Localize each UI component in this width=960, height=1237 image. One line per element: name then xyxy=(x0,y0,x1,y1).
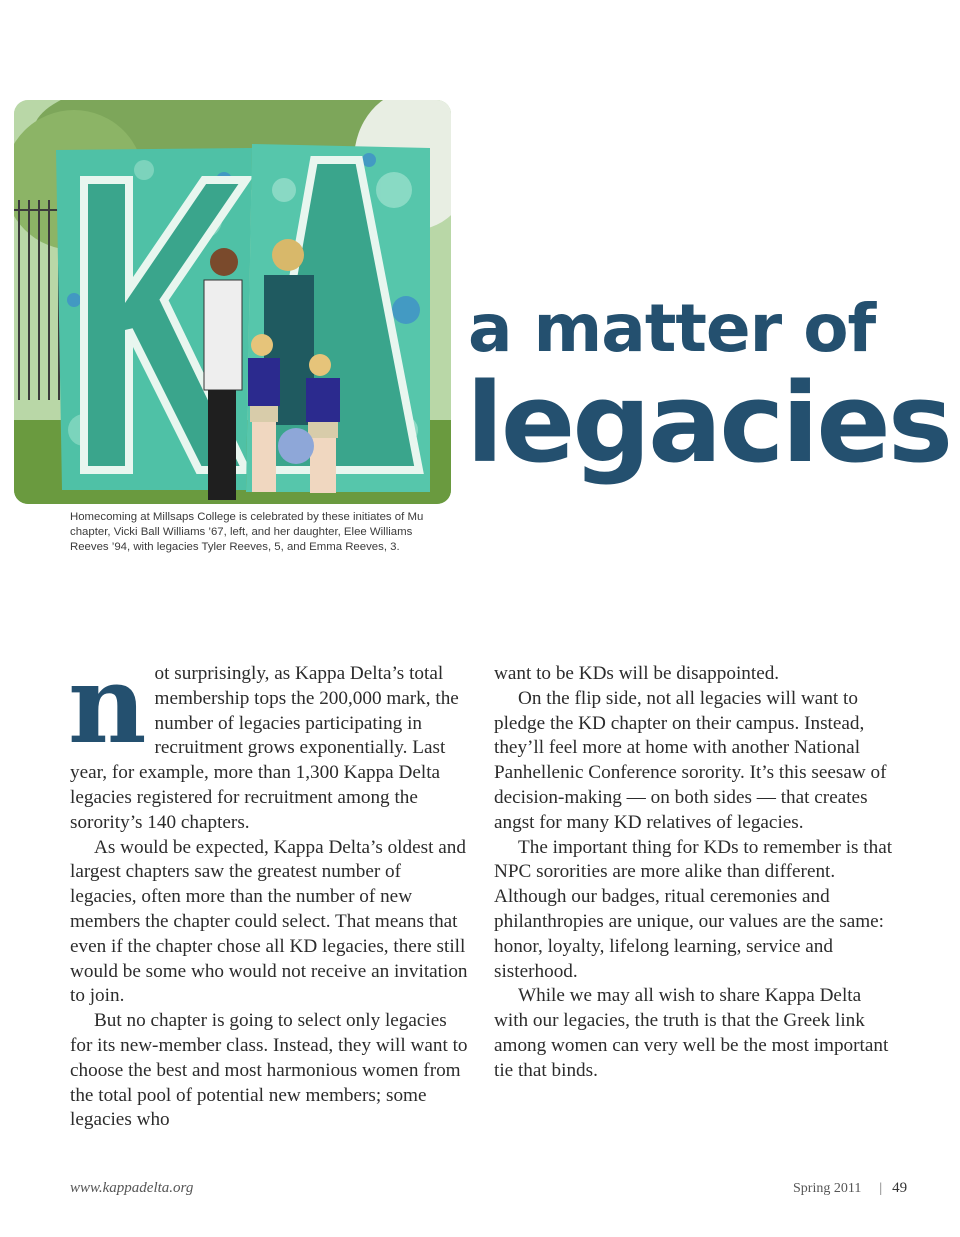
article-column-left xyxy=(68,642,470,1133)
footer-issue-info xyxy=(793,1180,907,1197)
title-line-2: legacies xyxy=(466,359,951,487)
paragraph-2: As would be expected, Kappa Delta’s oldest and largest chapters saw the greatest number of legacies, often more than the number of new members the chapter could select. That means that even if the chapter chose all KD legacies, there still would be some who would not receive an invitation to join. xyxy=(70,836,468,1007)
photo-illustration xyxy=(14,100,451,504)
drop-cap: n xyxy=(68,642,147,768)
homecoming-photo xyxy=(14,100,451,504)
footer-separator: | xyxy=(879,1181,883,1196)
page-number: 49 xyxy=(892,1180,908,1196)
paragraph-1-text: ot surprisingly, as Kappa Delta’s total membership tops the 200,000 mark, the number of legacies participating in recruitment grows exponentially. Last year, for example, more than 1,300 Kappa Delta legacies registered for recruitment among the sorority’s 140 chapters. xyxy=(70,663,459,833)
paragraph-3: But no chapter is going to select only legacies for its new-member class. Instead, they will want to choose the best and most harmonious women from the total pool of potential new members; some legacies who xyxy=(70,1010,468,1131)
article-column-right xyxy=(494,662,894,1084)
issue-label: Spring 2011 xyxy=(793,1181,862,1196)
paragraph-5: The important thing for KDs to remember is that NPC sororities are more alike than different. Although our badges, ritual ceremonies and philanthropies are unique, our values are the same: honor, loyalty, lifelong learning, service and sisterhood. xyxy=(494,836,893,982)
paragraph-1 xyxy=(68,642,470,836)
photo-caption: Homecoming at Millsaps College is celebrated by these initiates of Mu chapter, Vicki Ball Williams ’67, left, and her daughter, Elee Williams Reeves ’94, with legacies Tyler Reeves, 5, and Emma Reeves, 3. xyxy=(70,511,424,553)
paragraph-3-continued: want to be KDs will be disappointed. xyxy=(494,663,780,684)
footer-website: www.kappadelta.org xyxy=(70,1180,194,1196)
paragraph-6: While we may all wish to share Kappa Delta with our legacies, the truth is that the Greek link among women can very well be the most important tie that binds. xyxy=(494,985,889,1081)
paragraph-4: On the flip side, not all legacies will want to pledge the KD chapter on their campus. Instead, they’ll feel more at home with another National Panhellenic Conference sorority. It’s this seesaw of decision-making — on both sides — that creates angst for many KD relatives of legacies. xyxy=(494,687,887,833)
title-line-1: a matter of xyxy=(468,290,876,367)
